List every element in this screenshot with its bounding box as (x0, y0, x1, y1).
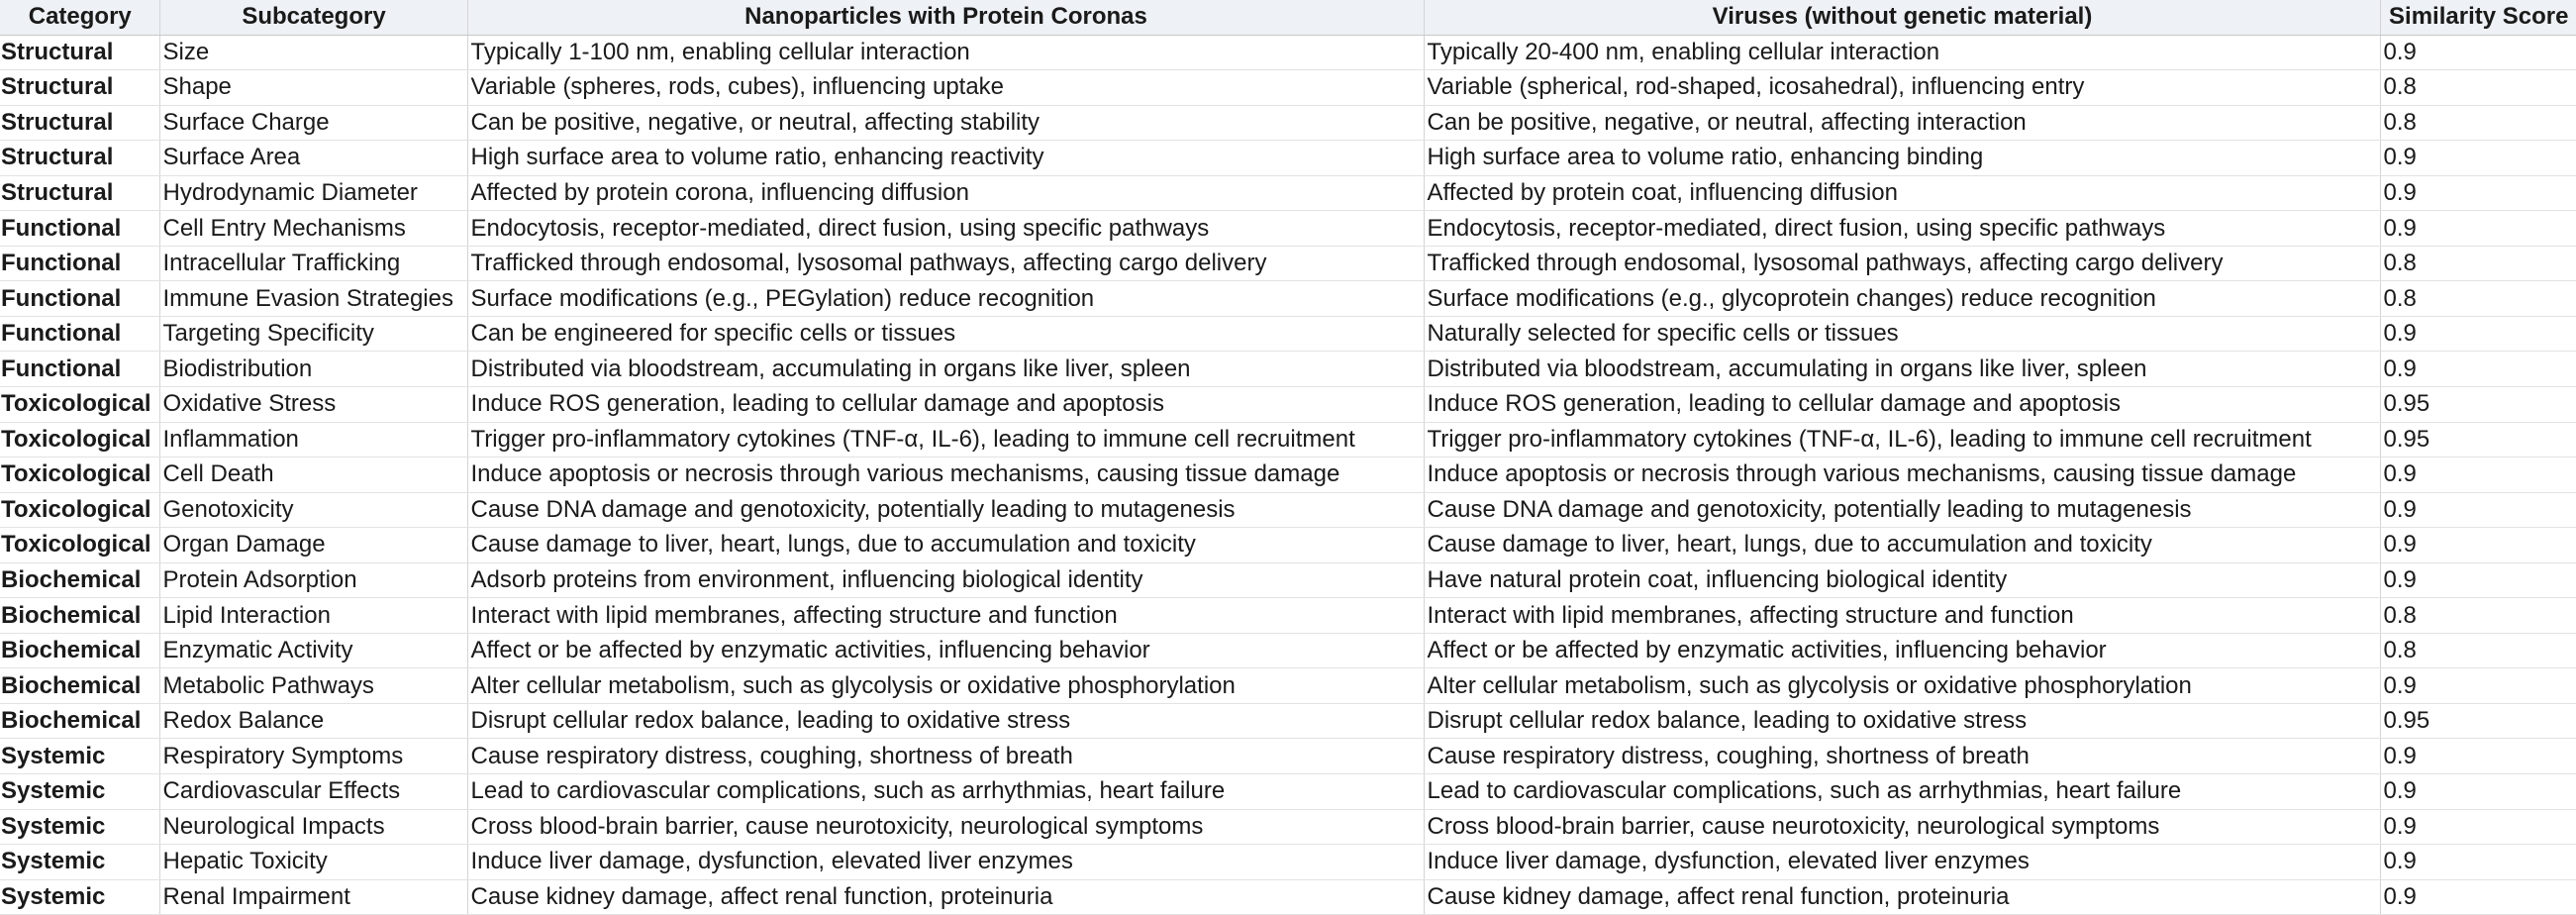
nanoparticle-cell[interactable]: Adsorb proteins from environment, influencing biological identity (467, 562, 1424, 598)
similarity-score-cell[interactable]: 0.8 (2380, 246, 2576, 281)
similarity-score-cell[interactable]: 0.9 (2380, 562, 2576, 598)
virus-cell[interactable]: Interact with lipid membranes, affecting structure and function (1424, 598, 2380, 634)
virus-cell[interactable]: Affected by protein coat, influencing diffusion (1424, 175, 2380, 211)
table-row (0, 668, 2576, 704)
header-similarity-score[interactable]: Similarity Score (2380, 0, 2576, 35)
category-cell[interactable]: Toxicological (0, 422, 159, 458)
similarity-score-cell[interactable]: 0.9 (2380, 879, 2576, 915)
virus-cell[interactable]: High surface area to volume ratio, enhancing binding (1424, 141, 2380, 176)
table-row (0, 105, 2576, 141)
nanoparticle-cell[interactable]: Cause kidney damage, affect renal function, proteinuria (467, 879, 1424, 915)
similarity-score-cell[interactable]: 0.9 (2380, 211, 2576, 247)
category-cell[interactable]: Structural (0, 175, 159, 211)
virus-cell[interactable]: Lead to cardiovascular complications, such as arrhythmias, heart failure (1424, 774, 2380, 810)
similarity-score-cell[interactable]: 0.9 (2380, 739, 2576, 774)
nanoparticle-cell[interactable]: Can be positive, negative, or neutral, affecting stability (467, 105, 1424, 141)
subcategory-cell[interactable]: Inflammation (159, 422, 467, 458)
subcategory-cell[interactable]: Intracellular Trafficking (159, 246, 467, 281)
similarity-score-cell[interactable]: 0.9 (2380, 668, 2576, 704)
nanoparticle-cell[interactable]: Disrupt cellular redox balance, leading to oxidative stress (467, 703, 1424, 739)
subcategory-cell[interactable]: Redox Balance (159, 703, 467, 739)
subcategory-cell[interactable]: Metabolic Pathways (159, 668, 467, 704)
table-row (0, 35, 2576, 70)
category-cell[interactable]: Systemic (0, 774, 159, 810)
virus-cell[interactable]: Variable (spherical, rod-shaped, icosahedral), influencing entry (1424, 70, 2380, 106)
nanoparticle-cell[interactable]: Surface modifications (e.g., PEGylation) reduce recognition (467, 281, 1424, 317)
category-cell[interactable]: Biochemical (0, 598, 159, 634)
nanoparticle-cell[interactable]: Affected by protein corona, influencing diffusion (467, 175, 1424, 211)
table-row (0, 211, 2576, 247)
table-row (0, 458, 2576, 493)
virus-cell[interactable]: Trigger pro-inflammatory cytokines (TNF-α, IL-6), leading to immune cell recruitment (1424, 422, 2380, 458)
nanoparticle-cell[interactable]: Alter cellular metabolism, such as glycolysis or oxidative phosphorylation (467, 668, 1424, 704)
similarity-score-cell[interactable]: 0.9 (2380, 141, 2576, 176)
nanoparticle-cell[interactable]: Typically 1-100 nm, enabling cellular interaction (467, 35, 1424, 70)
subcategory-cell[interactable]: Oxidative Stress (159, 387, 467, 423)
similarity-score-cell[interactable]: 0.9 (2380, 458, 2576, 493)
subcategory-cell[interactable]: Cell Death (159, 458, 467, 493)
subcategory-cell[interactable]: Shape (159, 70, 467, 106)
category-cell[interactable]: Structural (0, 70, 159, 106)
category-cell[interactable]: Toxicological (0, 458, 159, 493)
header-viruses[interactable]: Viruses (without genetic material) (1424, 0, 2380, 35)
similarity-score-cell[interactable]: 0.9 (2380, 316, 2576, 352)
virus-cell[interactable]: Have natural protein coat, influencing biological identity (1424, 562, 2380, 598)
nanoparticle-cell[interactable]: Variable (spheres, rods, cubes), influencing uptake (467, 70, 1424, 106)
subcategory-cell[interactable]: Targeting Specificity (159, 316, 467, 352)
virus-cell[interactable]: Induce liver damage, dysfunction, elevated liver enzymes (1424, 845, 2380, 880)
virus-cell[interactable]: Surface modifications (e.g., glycoprotein changes) reduce recognition (1424, 281, 2380, 317)
header-nanoparticles[interactable]: Nanoparticles with Protein Coronas (467, 0, 1424, 35)
category-cell[interactable]: Toxicological (0, 528, 159, 563)
table-row (0, 845, 2576, 880)
virus-cell[interactable]: Can be positive, negative, or neutral, affecting interaction (1424, 105, 2380, 141)
subcategory-cell[interactable]: Respiratory Symptoms (159, 739, 467, 774)
header-subcategory[interactable]: Subcategory (159, 0, 467, 35)
virus-cell[interactable]: Induce apoptosis or necrosis through various mechanisms, causing tissue damage (1424, 458, 2380, 493)
similarity-score-cell[interactable]: 0.8 (2380, 633, 2576, 668)
subcategory-cell[interactable]: Organ Damage (159, 528, 467, 563)
similarity-score-cell[interactable]: 0.95 (2380, 422, 2576, 458)
table-row (0, 492, 2576, 528)
category-cell[interactable]: Functional (0, 352, 159, 387)
virus-cell[interactable]: Naturally selected for specific cells or tissues (1424, 316, 2380, 352)
subcategory-cell[interactable]: Renal Impairment (159, 879, 467, 915)
virus-cell[interactable]: Cause DNA damage and genotoxicity, potentially leading to mutagenesis (1424, 492, 2380, 528)
category-cell[interactable]: Structural (0, 105, 159, 141)
virus-cell[interactable]: Trafficked through endosomal, lysosomal pathways, affecting cargo delivery (1424, 246, 2380, 281)
category-cell[interactable]: Biochemical (0, 562, 159, 598)
nanoparticle-cell[interactable]: Induce apoptosis or necrosis through various mechanisms, causing tissue damage (467, 458, 1424, 493)
virus-cell[interactable]: Cause damage to liver, heart, lungs, due to accumulation and toxicity (1424, 528, 2380, 563)
similarity-score-cell[interactable]: 0.8 (2380, 105, 2576, 141)
similarity-score-cell[interactable]: 0.9 (2380, 175, 2576, 211)
category-cell[interactable]: Toxicological (0, 387, 159, 423)
nanoparticle-cell[interactable]: Endocytosis, receptor-mediated, direct fusion, using specific pathways (467, 211, 1424, 247)
subcategory-cell[interactable]: Surface Charge (159, 105, 467, 141)
virus-cell[interactable]: Distributed via bloodstream, accumulating in organs like liver, spleen (1424, 352, 2380, 387)
similarity-score-cell[interactable]: 0.95 (2380, 703, 2576, 739)
virus-cell[interactable]: Endocytosis, receptor-mediated, direct fusion, using specific pathways (1424, 211, 2380, 247)
virus-cell[interactable]: Induce ROS generation, leading to cellular damage and apoptosis (1424, 387, 2380, 423)
category-cell[interactable]: Structural (0, 35, 159, 70)
category-cell[interactable]: Functional (0, 316, 159, 352)
table-row (0, 562, 2576, 598)
similarity-score-cell[interactable]: 0.8 (2380, 281, 2576, 317)
table-row (0, 175, 2576, 211)
virus-cell[interactable]: Cause kidney damage, affect renal function, proteinuria (1424, 879, 2380, 915)
category-cell[interactable]: Structural (0, 141, 159, 176)
subcategory-cell[interactable]: Enzymatic Activity (159, 633, 467, 668)
virus-cell[interactable]: Affect or be affected by enzymatic activities, influencing behavior (1424, 633, 2380, 668)
header-category[interactable]: Category (0, 0, 159, 35)
category-cell[interactable]: Systemic (0, 739, 159, 774)
nanoparticle-cell[interactable]: High surface area to volume ratio, enhancing reactivity (467, 141, 1424, 176)
table-row (0, 703, 2576, 739)
table-row (0, 739, 2576, 774)
category-cell[interactable]: Systemic (0, 809, 159, 845)
table-row (0, 316, 2576, 352)
subcategory-cell[interactable]: Neurological Impacts (159, 809, 467, 845)
similarity-score-cell[interactable]: 0.9 (2380, 528, 2576, 563)
table-row (0, 246, 2576, 281)
subcategory-cell[interactable]: Genotoxicity (159, 492, 467, 528)
table-row (0, 633, 2576, 668)
similarity-score-cell[interactable]: 0.9 (2380, 492, 2576, 528)
nanoparticle-cell[interactable]: Cause respiratory distress, coughing, shortness of breath (467, 739, 1424, 774)
similarity-score-cell[interactable]: 0.9 (2380, 352, 2576, 387)
table-row (0, 352, 2576, 387)
nanoparticle-cell[interactable]: Affect or be affected by enzymatic activities, influencing behavior (467, 633, 1424, 668)
subcategory-cell[interactable]: Hepatic Toxicity (159, 845, 467, 880)
virus-cell[interactable]: Cause respiratory distress, coughing, shortness of breath (1424, 739, 2380, 774)
nanoparticle-cell[interactable]: Lead to cardiovascular complications, such as arrhythmias, heart failure (467, 774, 1424, 810)
table-row (0, 528, 2576, 563)
subcategory-cell[interactable]: Hydrodynamic Diameter (159, 175, 467, 211)
table-row (0, 387, 2576, 423)
subcategory-cell[interactable]: Protein Adsorption (159, 562, 467, 598)
subcategory-cell[interactable]: Cardiovascular Effects (159, 774, 467, 810)
category-cell[interactable]: Toxicological (0, 492, 159, 528)
nanoparticle-cell[interactable]: Induce liver damage, dysfunction, elevated liver enzymes (467, 845, 1424, 880)
subcategory-cell[interactable]: Cell Entry Mechanisms (159, 211, 467, 247)
nanoparticle-cell[interactable]: Cause DNA damage and genotoxicity, potentially leading to mutagenesis (467, 492, 1424, 528)
subcategory-cell[interactable]: Lipid Interaction (159, 598, 467, 634)
category-cell[interactable]: Functional (0, 246, 159, 281)
table-row (0, 598, 2576, 634)
category-cell[interactable]: Biochemical (0, 668, 159, 704)
category-cell[interactable]: Functional (0, 281, 159, 317)
category-cell[interactable]: Systemic (0, 845, 159, 880)
nanoparticle-cell[interactable]: Cross blood-brain barrier, cause neurotoxicity, neurological symptoms (467, 809, 1424, 845)
nanoparticle-cell[interactable]: Cause damage to liver, heart, lungs, due to accumulation and toxicity (467, 528, 1424, 563)
table-row (0, 281, 2576, 317)
similarity-score-cell[interactable]: 0.8 (2380, 598, 2576, 634)
table-row (0, 774, 2576, 810)
category-cell[interactable]: Biochemical (0, 703, 159, 739)
nanoparticle-cell[interactable]: Interact with lipid membranes, affecting structure and function (467, 598, 1424, 634)
table-row (0, 422, 2576, 458)
nanoparticle-cell[interactable]: Induce ROS generation, leading to cellular damage and apoptosis (467, 387, 1424, 423)
similarity-score-cell[interactable]: 0.8 (2380, 70, 2576, 106)
table-row (0, 70, 2576, 106)
nanoparticle-cell[interactable]: Trafficked through endosomal, lysosomal pathways, affecting cargo delivery (467, 246, 1424, 281)
virus-cell[interactable]: Typically 20-400 nm, enabling cellular interaction (1424, 35, 2380, 70)
header-row (0, 0, 2576, 35)
similarity-score-cell[interactable]: 0.9 (2380, 35, 2576, 70)
similarity-score-cell[interactable]: 0.9 (2380, 809, 2576, 845)
subcategory-cell[interactable]: Immune Evasion Strategies (159, 281, 467, 317)
virus-cell[interactable]: Cross blood-brain barrier, cause neurotoxicity, neurological symptoms (1424, 809, 2380, 845)
virus-cell[interactable]: Alter cellular metabolism, such as glycolysis or oxidative phosphorylation (1424, 668, 2380, 704)
nanoparticle-cell[interactable]: Distributed via bloodstream, accumulating in organs like liver, spleen (467, 352, 1424, 387)
subcategory-cell[interactable]: Size (159, 35, 467, 70)
table-body (0, 35, 2576, 915)
table-row (0, 809, 2576, 845)
subcategory-cell[interactable]: Surface Area (159, 141, 467, 176)
similarity-score-cell[interactable]: 0.9 (2380, 774, 2576, 810)
category-cell[interactable]: Biochemical (0, 633, 159, 668)
similarity-score-cell[interactable]: 0.9 (2380, 845, 2576, 880)
similarity-score-cell[interactable]: 0.95 (2380, 387, 2576, 423)
category-cell[interactable]: Systemic (0, 879, 159, 915)
table-row (0, 141, 2576, 176)
nanoparticle-cell[interactable]: Can be engineered for specific cells or tissues (467, 316, 1424, 352)
category-cell[interactable]: Functional (0, 211, 159, 247)
nanoparticle-cell[interactable]: Trigger pro-inflammatory cytokines (TNF-α, IL-6), leading to immune cell recruitment (467, 422, 1424, 458)
subcategory-cell[interactable]: Biodistribution (159, 352, 467, 387)
virus-cell[interactable]: Disrupt cellular redox balance, leading to oxidative stress (1424, 703, 2380, 739)
